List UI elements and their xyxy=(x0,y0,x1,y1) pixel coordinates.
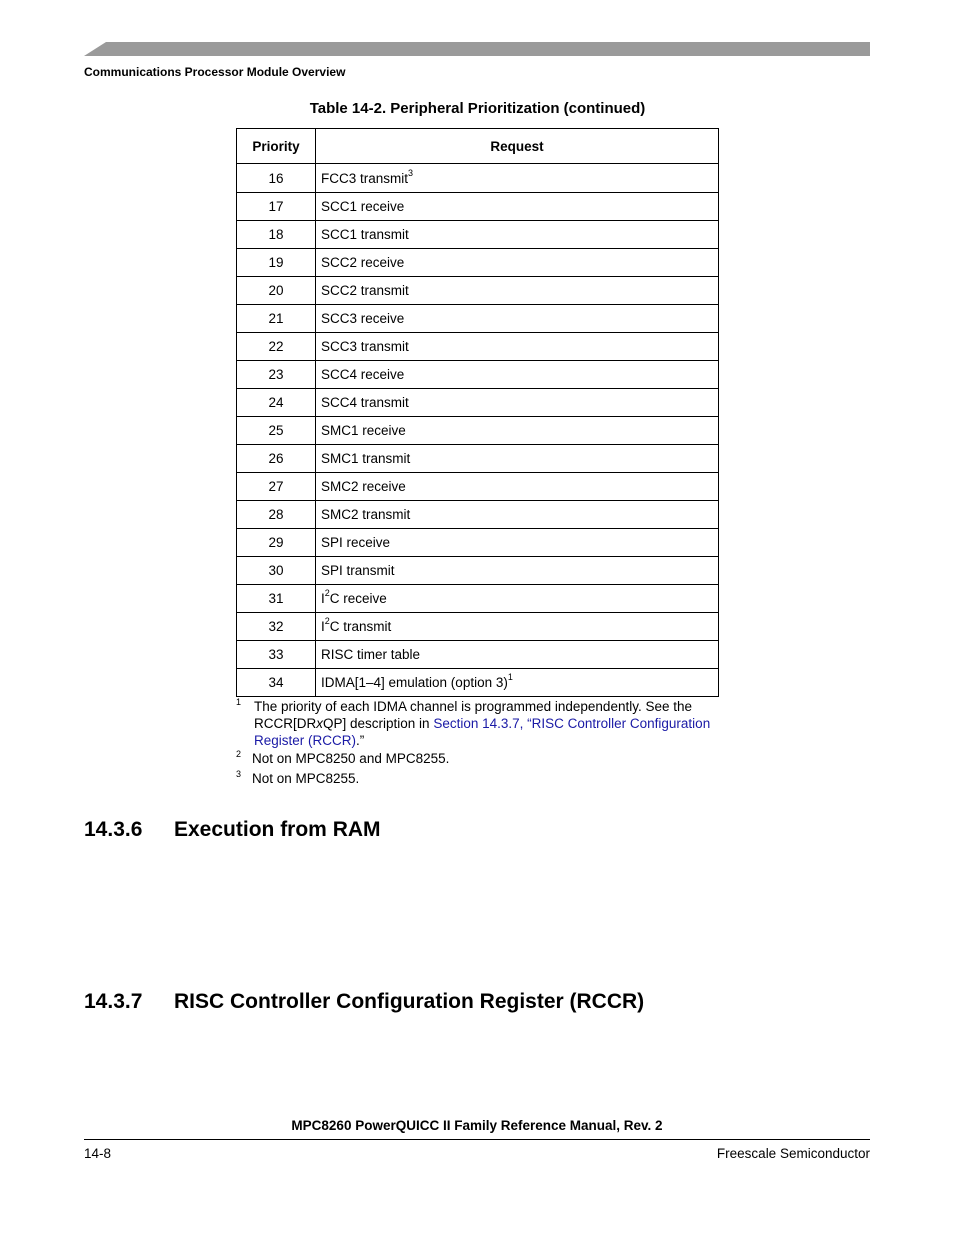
table-row xyxy=(237,193,719,221)
table-row xyxy=(237,585,719,613)
request-cell xyxy=(316,529,719,557)
footnote-1-text-b: QP] description in xyxy=(323,716,434,731)
priority-cell: 34 xyxy=(237,669,316,697)
request-cell xyxy=(316,361,719,389)
table-row xyxy=(237,164,719,193)
table-row xyxy=(237,473,719,501)
priority-cell: 33 xyxy=(237,641,316,669)
request-text: SCC1 transmit xyxy=(321,227,409,242)
table-body xyxy=(237,164,719,697)
priority-table xyxy=(236,128,719,697)
request-text: C transmit xyxy=(329,619,392,634)
footnote-1-text-c: .” xyxy=(356,733,365,748)
request-cell xyxy=(316,641,719,669)
footnote-2 xyxy=(236,750,721,767)
priority-cell: 27 xyxy=(237,473,316,501)
footer-title: MPC8260 PowerQUICC II Family Reference Manual, Rev. 2 xyxy=(291,1118,663,1133)
request-text: FCC3 transmit xyxy=(321,170,409,186)
priority-cell: 25 xyxy=(237,417,316,445)
footnote-reference[interactable]: 3 xyxy=(408,167,414,178)
request-text: SCC2 receive xyxy=(321,255,405,270)
request-text: IDMA[1–4] emulation (option 3) xyxy=(321,675,508,690)
footnote-1-italic: x xyxy=(316,716,323,731)
table-caption: Table 14-2. Peripheral Prioritization (continued) xyxy=(309,100,646,117)
request-prefix: I xyxy=(321,591,325,606)
table-row xyxy=(237,641,719,669)
request-cell xyxy=(316,445,719,473)
request-cell xyxy=(316,193,719,221)
footnote-3 xyxy=(236,770,721,787)
column-header-priority: Priority xyxy=(237,129,316,164)
table-row xyxy=(237,445,719,473)
request-cell xyxy=(316,333,719,361)
table-row xyxy=(237,249,719,277)
section-number: 14.3.7 xyxy=(84,990,143,1013)
priority-cell: 26 xyxy=(237,445,316,473)
request-text: SCC2 transmit xyxy=(321,283,409,298)
section-heading-rccr xyxy=(84,990,644,1014)
request-cell xyxy=(316,249,719,277)
priority-cell: 18 xyxy=(237,221,316,249)
request-superscript: 2 xyxy=(324,588,330,598)
priority-cell: 19 xyxy=(237,249,316,277)
request-text: SPI transmit xyxy=(321,563,395,578)
priority-cell: 32 xyxy=(237,613,316,641)
page-number: 14-8 xyxy=(84,1146,112,1161)
request-cell xyxy=(316,473,719,501)
request-cell xyxy=(316,417,719,445)
priority-cell: 21 xyxy=(237,305,316,333)
table-header-row xyxy=(237,129,719,164)
priority-cell: 30 xyxy=(237,557,316,585)
section-title: RISC Controller Configuration Register (RCCR) xyxy=(174,990,645,1013)
priority-cell: 17 xyxy=(237,193,316,221)
section-title: Execution from RAM xyxy=(174,818,381,841)
priority-cell: 20 xyxy=(237,277,316,305)
table-footnotes xyxy=(236,698,721,787)
request-text: SCC3 receive xyxy=(321,311,405,326)
priority-cell: 28 xyxy=(237,501,316,529)
request-text: C receive xyxy=(329,591,387,606)
request-cell xyxy=(316,305,719,333)
request-cell xyxy=(316,221,719,249)
request-cell xyxy=(316,389,719,417)
request-text: SMC1 transmit xyxy=(321,451,411,466)
footnote-3-mark: 3 xyxy=(236,769,242,779)
table-row xyxy=(237,389,719,417)
request-text: SMC1 receive xyxy=(321,423,406,438)
request-text: SCC1 receive xyxy=(321,199,405,214)
column-header-request: Request xyxy=(316,129,719,164)
running-head: Communications Processor Module Overview xyxy=(84,65,346,79)
priority-cell: 31 xyxy=(237,585,316,613)
footer-company: Freescale Semiconductor xyxy=(716,1146,870,1161)
footer-rule xyxy=(84,1139,870,1140)
table-row xyxy=(237,669,719,697)
footnote-2-mark: 2 xyxy=(236,749,242,759)
section-number: 14.3.6 xyxy=(84,818,143,841)
request-prefix: I xyxy=(321,619,325,634)
header-bar xyxy=(84,42,870,56)
table-row xyxy=(237,361,719,389)
priority-cell: 23 xyxy=(237,361,316,389)
footnote-1 xyxy=(236,698,721,749)
table-row xyxy=(237,333,719,361)
table-row xyxy=(237,613,719,641)
priority-cell: 24 xyxy=(237,389,316,417)
priority-cell: 16 xyxy=(237,164,316,193)
table-row xyxy=(237,305,719,333)
request-text: SMC2 receive xyxy=(321,479,406,494)
table-row xyxy=(237,557,719,585)
request-text: SCC4 receive xyxy=(321,367,405,382)
request-text: SMC2 transmit xyxy=(321,507,411,522)
request-cell xyxy=(316,277,719,305)
request-cell xyxy=(316,501,719,529)
footnote-reference[interactable]: 1 xyxy=(507,672,513,682)
request-cell xyxy=(316,669,719,697)
request-cell xyxy=(316,585,719,613)
footnote-1-text-a: The priority of each IDMA channel is programmed independently. See the RCCR[DR xyxy=(254,699,692,731)
request-text: SCC3 transmit xyxy=(321,339,409,354)
footnote-1-mark: 1 xyxy=(236,697,242,707)
priority-cell: 29 xyxy=(237,529,316,557)
priority-cell: 22 xyxy=(237,333,316,361)
footnote-3-text: Not on MPC8255. xyxy=(252,771,360,786)
footnote-2-text: Not on MPC8250 and MPC8255. xyxy=(252,751,450,766)
request-text: SCC4 transmit xyxy=(321,395,409,410)
request-superscript: 2 xyxy=(324,616,330,626)
table-row xyxy=(237,501,719,529)
request-cell xyxy=(316,613,719,641)
section-heading-execution-from-ram xyxy=(84,818,381,842)
footnote-1-link[interactable]: Section 14.3.7, “RISC Controller Configuration Register (RCCR) xyxy=(254,716,711,748)
table-row xyxy=(237,277,719,305)
request-cell xyxy=(316,557,719,585)
request-text: SPI receive xyxy=(321,535,391,550)
request-text: RISC timer table xyxy=(321,647,421,662)
table-row xyxy=(237,417,719,445)
table-row xyxy=(237,529,719,557)
table-row xyxy=(237,221,719,249)
request-cell xyxy=(316,164,719,193)
